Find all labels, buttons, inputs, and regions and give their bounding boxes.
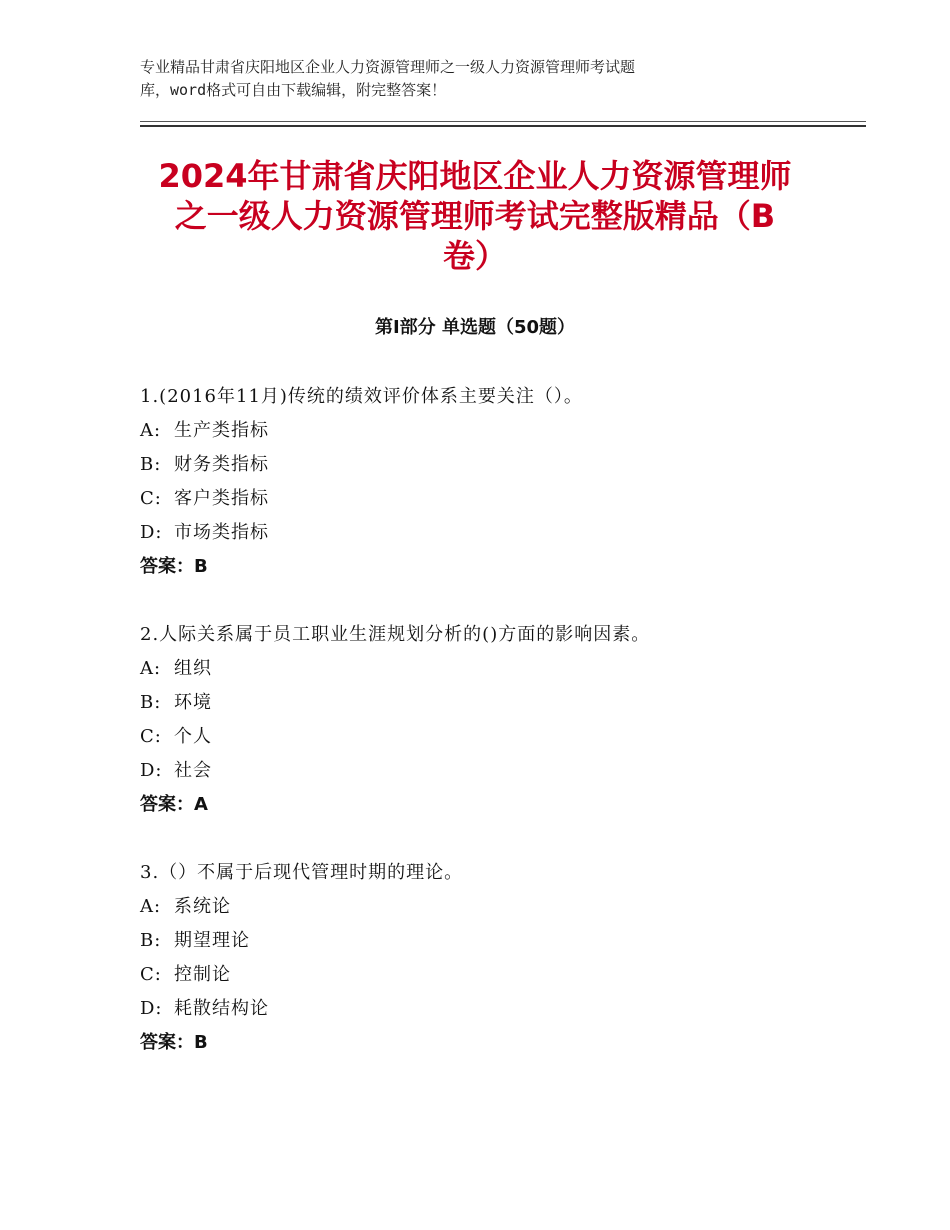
option-letter: B:	[140, 692, 162, 713]
option-text: 系统论	[174, 896, 231, 917]
option-text: 社会	[174, 760, 212, 781]
option-text: 财务类指标	[174, 454, 269, 475]
question-3	[140, 856, 860, 1060]
option-letter: B:	[140, 930, 162, 951]
option-a	[140, 890, 860, 924]
option-text: 组织	[174, 658, 212, 679]
document-title-line-2: 之一级人力资源管理师考试完整版精品（B	[174, 197, 776, 235]
option-c	[140, 482, 860, 516]
option-letter: C:	[140, 488, 162, 509]
option-d	[140, 754, 860, 788]
option-letter: C:	[140, 726, 162, 747]
section-heading: 第Ⅰ部分 单选题（50题）	[374, 317, 575, 338]
document-title-line-3: 卷）	[442, 237, 507, 275]
option-d	[140, 992, 860, 1026]
option-letter: B:	[140, 454, 162, 475]
header-note-line-1: 专业精品甘肃省庆阳地区企业人力资源管理师之一级人力资源管理师考试题	[140, 58, 636, 76]
option-c	[140, 720, 860, 754]
question-stem: 2.人际关系属于员工职业生涯规划分析的()方面的影响因素。	[140, 624, 651, 645]
option-letter: D:	[140, 998, 163, 1019]
option-text: 期望理论	[174, 930, 250, 951]
option-letter: C:	[140, 964, 162, 985]
option-a	[140, 414, 860, 448]
option-text: 控制论	[174, 964, 231, 985]
header-note-line-2: 库，word格式可自由下载编辑，附完整答案！	[140, 81, 447, 99]
option-letter: A:	[140, 658, 162, 679]
option-c	[140, 958, 860, 992]
option-letter: D:	[140, 760, 163, 781]
header-divider-thin	[140, 121, 866, 122]
question-list	[140, 380, 860, 1094]
question-stem: 1.(2016年11月)传统的绩效评价体系主要关注（）。	[140, 386, 583, 407]
option-text: 环境	[174, 692, 212, 713]
option-a	[140, 652, 860, 686]
answer-label: 答案：B	[140, 1032, 208, 1053]
option-text: 生产类指标	[174, 420, 269, 441]
header-note	[140, 56, 820, 102]
option-text: 耗散结构论	[174, 998, 269, 1019]
option-b	[140, 448, 860, 482]
answer-label: 答案：B	[140, 556, 208, 577]
option-letter: A:	[140, 896, 162, 917]
answer-label: 答案：A	[140, 794, 208, 815]
option-letter: D:	[140, 522, 163, 543]
option-b	[140, 686, 860, 720]
option-d	[140, 516, 860, 550]
option-text: 客户类指标	[174, 488, 269, 509]
option-text: 个人	[174, 726, 212, 747]
document-title	[120, 156, 830, 276]
document-title-line-1: 2024年甘肃省庆阳地区企业人力资源管理师	[158, 157, 792, 195]
option-text: 市场类指标	[174, 522, 269, 543]
question-1	[140, 380, 860, 584]
option-letter: A:	[140, 420, 162, 441]
question-stem: 3.（）不属于后现代管理时期的理论。	[140, 862, 464, 883]
option-b	[140, 924, 860, 958]
header-divider-thick	[140, 125, 866, 127]
question-2	[140, 618, 860, 822]
